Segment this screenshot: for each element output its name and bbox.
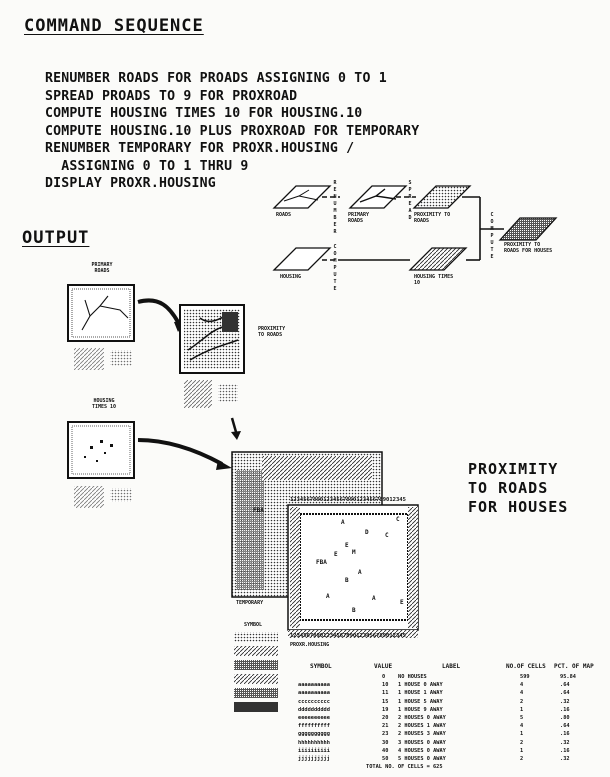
output-heading: OUTPUT	[22, 228, 90, 248]
table-row	[298, 747, 598, 755]
table-row	[298, 681, 598, 689]
map-letter: A	[372, 595, 376, 602]
command-line: DISPLAY PROXR.HOUSING	[45, 176, 216, 191]
row-symbol: iiiiiiiiii	[298, 747, 330, 754]
row-value: 21	[382, 723, 389, 730]
op-spread: S P R E A D	[408, 180, 412, 221]
table-row	[298, 698, 598, 706]
row-symbol: aaaaaaaaaa	[298, 682, 330, 689]
result-title-line: TO ROADS	[468, 479, 549, 497]
row-symbol: aaaaaaaaaa	[298, 690, 330, 697]
row-pct: .16	[560, 706, 570, 713]
header-value: VALUE	[374, 663, 393, 670]
row-pct: .32	[560, 698, 570, 705]
row-cells: 1	[520, 731, 524, 738]
row-symbol: jjjjjjjjjj	[298, 755, 330, 762]
map-letter-temporary: FBA	[253, 507, 264, 514]
out-label-proxr-housing: PROXR.HOUSING	[290, 642, 330, 648]
row-cells: 4	[520, 690, 524, 697]
row-label: 1 HOUSE 1 AWAY	[398, 690, 443, 697]
output-map-primary-roads	[68, 285, 134, 370]
row-cells: 5	[520, 714, 524, 721]
op-compute-bottom: C O M P U T E	[333, 244, 337, 292]
result-title	[468, 460, 568, 517]
row-pct: 95.84	[560, 674, 576, 680]
table-row	[298, 739, 598, 747]
grid-index-top: 12345678901234567890123456789012345	[290, 497, 406, 503]
map-letter: A	[358, 569, 362, 576]
flow-map-proximity	[414, 186, 470, 208]
row-symbol: eeeeeeeeee	[298, 714, 330, 721]
table-row	[298, 714, 598, 722]
legend-table-rows	[298, 673, 598, 763]
legend-table	[298, 663, 598, 771]
row-value: 30	[382, 739, 389, 746]
row-value: 23	[382, 731, 389, 738]
row-pct: .32	[560, 755, 570, 762]
table-row	[298, 706, 598, 714]
row-value: 20	[382, 714, 389, 721]
row-pct: .80	[560, 714, 570, 721]
output-arrow-2	[138, 440, 222, 464]
row-label: 3 HOUSES 0 AWAY	[398, 739, 446, 746]
out-label-symbol: SYMBOL	[244, 622, 263, 628]
row-pct: .32	[560, 739, 570, 746]
result-title-line: FOR HOUSES	[468, 498, 569, 516]
map-letter: B	[345, 577, 349, 584]
map-letter: E	[400, 599, 404, 606]
map-letter: D	[365, 529, 369, 536]
map-letter: E	[345, 542, 349, 549]
row-symbol: dddddddddd	[298, 706, 330, 713]
row-value: 40	[382, 747, 389, 754]
result-title-line: PROXIMITY	[468, 460, 559, 478]
row-value: 10	[382, 682, 389, 689]
map-letter: A	[326, 593, 330, 600]
output-map-proxr-housing	[288, 505, 418, 638]
row-symbol: hhhhhhhhhh	[298, 739, 330, 746]
row-label: NO HOUSES	[398, 674, 427, 680]
table-row	[298, 755, 598, 763]
legend-table-total: TOTAL NO. OF CELLS = 625	[366, 764, 443, 771]
row-symbol: ffffffffff	[298, 723, 330, 730]
command-line: COMPUTE HOUSING.10 PLUS PROXROAD FOR TEMPORARY	[45, 123, 420, 139]
row-pct: .16	[560, 731, 570, 738]
table-row	[298, 689, 598, 697]
row-label: 5 HOUSES 0 AWAY	[398, 755, 446, 762]
flow-label-housing: HOUSING	[280, 274, 302, 280]
row-value: 50	[382, 755, 389, 762]
flow-map-roads	[274, 186, 330, 208]
header-cells: NO.OF CELLS	[506, 663, 546, 670]
row-label: 2 HOUSES 3 AWAY	[398, 731, 446, 738]
map-letter: C	[385, 532, 389, 539]
map-letter: E	[334, 551, 338, 558]
out-label-primary-roads: PRIMARY ROADS	[91, 262, 113, 274]
command-line: ASSIGNING 0 TO 1 THRU 9	[45, 158, 249, 174]
map-letter: B	[352, 607, 356, 614]
map-letter: C	[396, 516, 400, 523]
row-cells: 4	[520, 723, 524, 730]
map-letter: M	[352, 549, 356, 556]
row-cells: 2	[520, 698, 524, 705]
row-value: 0	[382, 674, 386, 680]
row-label: 1 HOUSE 0 AWAY	[398, 682, 443, 689]
header-label: LABEL	[442, 663, 461, 670]
row-pct: .16	[560, 747, 570, 754]
op-renumber: R E N U M B E R	[333, 180, 337, 235]
symbol-legend-column	[234, 632, 278, 712]
row-cells: 1	[520, 706, 524, 713]
table-row	[298, 673, 598, 681]
row-pct: .64	[560, 682, 570, 689]
command-line: COMPUTE HOUSING TIMES 10 FOR HOUSING.10	[45, 106, 363, 121]
row-cells: 1	[520, 747, 524, 754]
out-label-temporary: TEMPORARY	[236, 600, 264, 606]
row-pct: .64	[560, 690, 570, 697]
header-pct: PCT. OF MAP	[554, 663, 594, 670]
row-cells: 4	[520, 682, 524, 689]
command-line: SPREAD PROADS TO 9 FOR PROXROAD	[45, 88, 298, 104]
output-map-proximity	[180, 305, 244, 408]
out-label-housing-times: HOUSING TIMES 10	[91, 398, 117, 410]
row-pct: .64	[560, 723, 570, 730]
flow-label-proximity: PROXIMITY TO ROADS	[414, 212, 451, 224]
flow-map-housing-times	[410, 248, 466, 270]
flow-label-result: PROXIMITY TO ROADS FOR HOUSES	[504, 242, 553, 254]
flow-label-roads: ROADS	[276, 212, 292, 218]
row-cells: 2	[520, 755, 524, 762]
row-value: 15	[382, 698, 389, 705]
row-value: 11	[382, 690, 389, 697]
row-label: 1 HOUSE 9 AWAY	[398, 706, 443, 713]
grid-index-bottom: 12345678901234567890123456789012345	[290, 633, 406, 639]
command-sequence-heading: COMMAND SEQUENCE	[24, 16, 204, 36]
flow-label-housing-times: HOUSING TIMES 10	[414, 274, 454, 286]
output-arrow-1	[138, 300, 178, 322]
table-row	[298, 730, 598, 738]
row-value: 19	[382, 706, 389, 713]
out-label-proximity: PROXIMITY TO ROADS	[258, 326, 286, 338]
row-symbol: gggggggggg	[298, 731, 330, 738]
op-compute-top: C O M P U T E	[490, 212, 494, 260]
command-line: RENUMBER ROADS FOR PROADS ASSIGNING 0 TO 1	[45, 71, 387, 86]
table-row	[298, 722, 598, 730]
map-letter: FBA	[316, 559, 327, 566]
output-map-housing-times	[68, 422, 134, 508]
row-label: 4 HOUSES 0 AWAY	[398, 747, 446, 754]
flow-label-primary-roads: PRIMARY ROADS	[348, 212, 370, 224]
header-symbol: SYMBOL	[310, 663, 332, 670]
row-label: 2 HOUSES 0 AWAY	[398, 714, 446, 721]
flow-map-housing	[274, 248, 330, 270]
row-cells: 2	[520, 739, 524, 746]
row-symbol: cccccccccc	[298, 698, 330, 705]
legend-table-header	[298, 663, 598, 673]
map-letter: A	[341, 519, 345, 526]
command-line: RENUMBER TEMPORARY FOR PROXR.HOUSING /	[45, 141, 355, 156]
row-label: 1 HOUSE 5 AWAY	[398, 698, 443, 705]
flow-map-result	[500, 218, 556, 240]
row-cells: 599	[520, 674, 530, 680]
row-label: 2 HOUSES 1 AWAY	[398, 723, 446, 730]
